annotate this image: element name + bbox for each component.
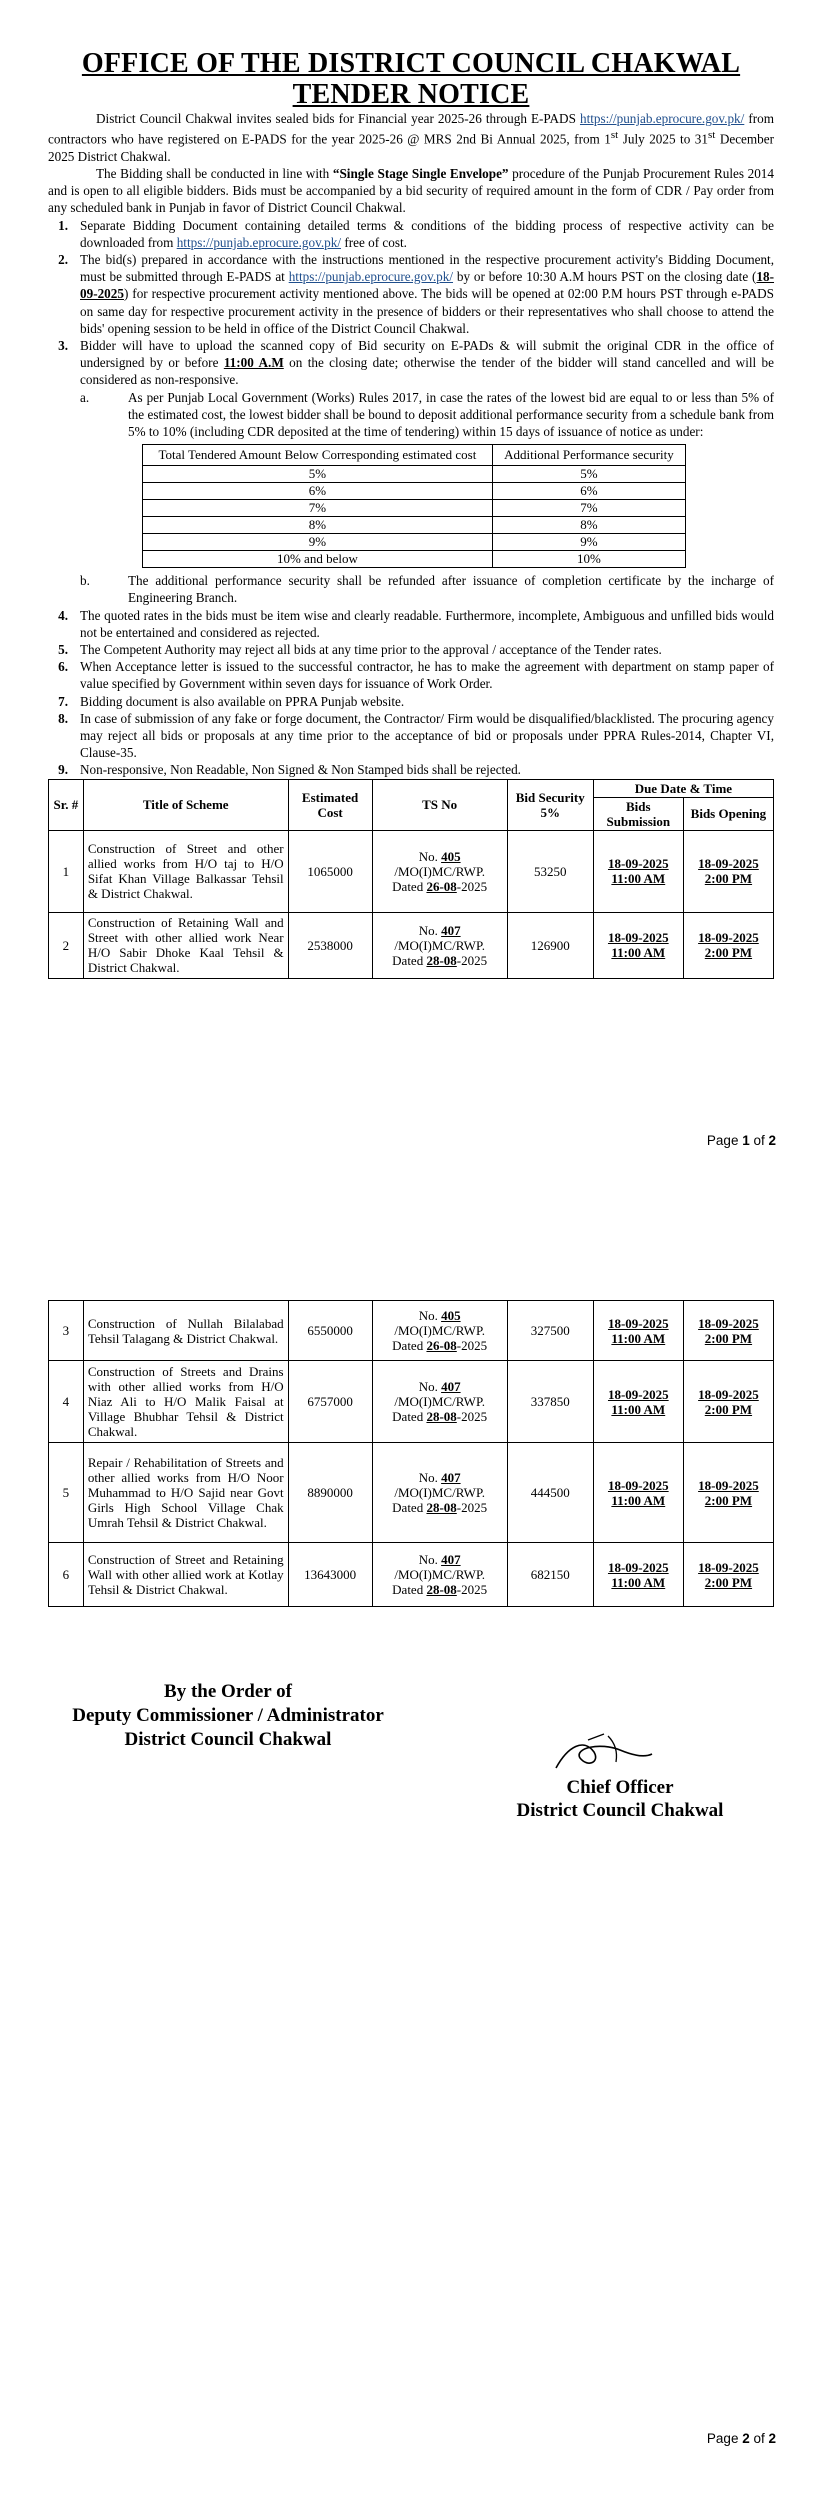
opening-date: 18-09-2025 <box>698 1477 759 1493</box>
cell-opening <box>683 1361 773 1443</box>
item-text-part: Separate Bidding Document containing detailed terms & conditions of the bidding process of respective activity can be downloaded from <box>80 217 774 250</box>
table-cell: 10% and below <box>143 551 493 568</box>
table-cell: 5% <box>492 466 685 483</box>
cdr-deadline-time: 11:00 A.M <box>223 355 284 371</box>
col-header-cost: Estimated Cost <box>288 779 372 830</box>
table-cell: 5% <box>143 466 493 483</box>
cell-cost: 13643000 <box>288 1543 372 1607</box>
ts-year: -2025 <box>456 1582 488 1597</box>
item-text-part: on the closing date; otherwise the tender of the bidder will stand cancelled and will be considered as non-responsive. <box>80 355 775 388</box>
ts-date: 28-08 <box>426 1409 457 1424</box>
cell-title: Construction of Retaining Wall and Street with other allied work Near H/O Sabir Dhoke Kaal Tehsil & District Chakwal. <box>83 912 288 978</box>
ts-office: /MO(I)MC/RWP. <box>394 1485 485 1500</box>
ts-year: -2025 <box>456 1409 488 1424</box>
item-number: 7. <box>58 693 68 709</box>
cell-cost: 6550000 <box>288 1301 372 1361</box>
opening-time: 2:00 PM <box>704 1492 753 1508</box>
table-row <box>143 517 686 534</box>
ordinal-suffix: st <box>610 129 619 142</box>
cell-cost: 6757000 <box>288 1361 372 1443</box>
ts-dated: Dated <box>392 878 427 894</box>
list-item <box>48 217 774 251</box>
cell-opening <box>683 830 773 912</box>
list-item <box>48 337 774 440</box>
cell-bid-security: 126900 <box>507 912 593 978</box>
opening-date: 18-09-2025 <box>698 1315 759 1331</box>
cell-bid-security: 337850 <box>507 1361 593 1443</box>
signatory-title: Chief Officer <box>566 1777 674 1798</box>
opening-time: 2:00 PM <box>704 1330 753 1346</box>
table-cell: 6% <box>143 483 493 500</box>
order-office: District Council Chakwal <box>124 1729 332 1750</box>
item-text: Non-responsive, Non Readable, Non Signed & Non Stamped bids shall be rejected. <box>80 762 521 778</box>
ts-prefix: No. <box>418 1470 442 1485</box>
col-header-ts: TS No <box>372 779 507 830</box>
signatory-office: District Council Chakwal <box>516 1800 724 1821</box>
cell-opening <box>683 1443 773 1543</box>
cell-cost: 8890000 <box>288 1443 372 1543</box>
ts-dated: Dated <box>392 1582 427 1597</box>
item-number-spacer <box>48 572 80 606</box>
eprocure-link[interactable]: https://punjab.eprocure.gov.pk/ <box>176 234 342 250</box>
ts-prefix: No. <box>418 1552 442 1567</box>
submission-date: 18-09-2025 <box>607 1559 669 1575</box>
submission-time: 11:00 AM <box>611 945 666 961</box>
item-text: Bidding document is also available on PPRA Punjab website. <box>80 693 405 709</box>
col-header-bid-security: Bid Security 5% <box>507 779 593 830</box>
page-label: of <box>749 1133 769 1148</box>
item-text: The Competent Authority may reject all bids at any time prior to the approval / acceptance of the Tender rates. <box>80 642 662 658</box>
current-page: 2 <box>742 2431 750 2446</box>
intro-text: from contractors who have registered on E-PADS for the year 2025-26 @ MRS 2nd Bi Annual 2025, from 1 <box>48 111 774 147</box>
cell-title: Construction of Street and Retaining Wall with other allied work at Kotlay Tehsil & District Chakwal. <box>83 1543 288 1607</box>
perf-col-header: Total Tendered Amount Below Corresponding estimated cost <box>143 445 493 466</box>
page-2-content <box>48 1300 774 1607</box>
ts-date: 28-08 <box>426 1500 457 1515</box>
opening-time: 2:00 PM <box>704 1574 753 1590</box>
ts-number: 407 <box>441 1552 461 1567</box>
cell-title: Construction of Nullah Bilalabad Tehsil Talagang & District Chakwal. <box>83 1301 288 1361</box>
table-row <box>143 534 686 551</box>
ts-number: 407 <box>441 1379 461 1394</box>
ts-prefix: No. <box>418 922 442 938</box>
conditions-list <box>48 217 774 441</box>
item-text-part: The bid(s) prepared in accordance with the instructions mentioned in the respective procurement activity's Bidding Document, must be submitted through E-PADS at <box>80 252 774 285</box>
cell-cost: 1065000 <box>288 830 372 912</box>
item-text <box>80 572 774 606</box>
table-row <box>143 483 686 500</box>
cell-submission <box>593 830 683 912</box>
intro-text: The Bidding shall be conducted in line with <box>96 166 333 181</box>
total-pages: 2 <box>768 2431 776 2446</box>
works-table-page-2 <box>48 1300 774 1607</box>
ts-prefix: No. <box>418 1379 442 1394</box>
table-row <box>49 1443 774 1543</box>
table-cell: 7% <box>143 500 493 517</box>
opening-date: 18-09-2025 <box>698 1559 759 1575</box>
submission-date: 18-09-2025 <box>607 930 669 946</box>
submission-date: 18-09-2025 <box>607 1315 669 1331</box>
eprocure-link[interactable]: https://punjab.eprocure.gov.pk/ <box>579 111 745 126</box>
cell-title: Repair / Rehabilitation of Streets and other allied works from H/O Noor Muhammad to H/O Sajid near Govt Girls High School Village Chak Umrah Tehsil & District Chakwal. <box>83 1443 288 1543</box>
page-label: Page <box>706 2431 743 2446</box>
ts-prefix: No. <box>418 1308 442 1323</box>
item-number: 5. <box>58 642 68 658</box>
ts-office: /MO(I)MC/RWP. <box>394 1323 485 1338</box>
item-text-part: free of cost. <box>341 234 407 250</box>
table-row <box>49 1543 774 1607</box>
cell-bid-security: 53250 <box>507 830 593 912</box>
cell-submission <box>593 1361 683 1443</box>
ts-dated: Dated <box>392 1500 427 1515</box>
cell-sr: 5 <box>49 1443 84 1543</box>
table-cell: 7% <box>492 500 685 517</box>
ts-number: 405 <box>441 1308 461 1323</box>
ts-number: 407 <box>441 1470 461 1485</box>
cell-opening <box>683 1543 773 1607</box>
ts-date: 28-08 <box>426 952 457 968</box>
cell-sr: 3 <box>49 1301 84 1361</box>
cell-submission <box>593 1543 683 1607</box>
order-block <box>48 1680 408 1752</box>
intro-text: District Council Chakwal invites sealed bids for Financial year 2025-26 through E-PADS <box>96 111 580 126</box>
col-header-due: Due Date & Time <box>593 779 773 797</box>
item-text-part: ) for respective procurement activity mentioned above. The bids will be opened at 02:00 P.M hours PST through e-PADS on same day for respective procurement activity in the presence of bidders or their representatives who shall choose to attend the bids' opening session to be held in office of the District Council Chakwal. <box>80 286 774 336</box>
list-item <box>48 658 774 692</box>
list-item <box>48 607 774 641</box>
cell-cost: 2538000 <box>288 912 372 978</box>
ts-date: 28-08 <box>426 1582 457 1597</box>
signatory-block <box>470 1776 770 1822</box>
ts-year: -2025 <box>456 1500 488 1515</box>
opening-time: 2:00 PM <box>704 1401 753 1417</box>
intro-paragraph-1 <box>48 110 774 165</box>
submission-date: 18-09-2025 <box>607 1386 669 1402</box>
item-text: The quoted rates in the bids must be item wise and clearly readable. Furthermore, incomplete, Ambiguous and unfilled bids would not be entertained and considered as rejected. <box>80 607 774 640</box>
submission-time: 11:00 AM <box>611 871 666 887</box>
ts-dated: Dated <box>392 1338 427 1353</box>
table-row <box>49 912 774 978</box>
submission-time: 11:00 AM <box>611 1401 666 1417</box>
perf-col-header: Additional Performance security <box>492 445 685 466</box>
ts-dated: Dated <box>392 1409 427 1424</box>
ts-office: /MO(I)MC/RWP. <box>394 863 485 879</box>
performance-security-table <box>142 444 686 568</box>
conditions-list-continued <box>48 572 774 778</box>
item-number: 6. <box>58 659 68 675</box>
table-row <box>143 466 686 483</box>
item-number: 3. <box>58 338 68 354</box>
opening-time: 2:00 PM <box>704 945 753 961</box>
order-authority: Deputy Commissioner / Administrator <box>72 1705 384 1726</box>
cell-ts <box>372 1443 507 1543</box>
submission-time: 11:00 AM <box>611 1574 666 1590</box>
closing-date: 18-09-2025 <box>80 269 775 302</box>
sub-item-label: b. <box>80 573 90 589</box>
sub-item-b <box>80 572 774 606</box>
table-cell: 8% <box>143 517 493 534</box>
table-cell: 9% <box>492 534 685 551</box>
cell-opening <box>683 1301 773 1361</box>
table-cell: 9% <box>143 534 493 551</box>
item-text-part: Bidder will have to upload the scanned copy of Bid security on E-PADs & will submit the original CDR in the office of undersigned by or before <box>80 338 774 371</box>
procedure-name: “Single Stage Single Envelope” <box>332 166 509 181</box>
item-text: When Acceptance letter is issued to the successful contractor, he has to make the agreement with department on stamp paper of value specified by Government within seven days for issuance of Work Order. <box>80 659 774 692</box>
list-item <box>48 572 774 606</box>
cell-title: Construction of Street and other allied works from H/O taj to H/O Sifat Khan Village Balkassar Tehsil & District Chakwal. <box>83 830 288 912</box>
cell-bid-security: 444500 <box>507 1443 593 1543</box>
cell-sr: 6 <box>49 1543 84 1607</box>
list-item <box>48 710 774 762</box>
cell-ts <box>372 830 507 912</box>
list-item <box>48 693 774 710</box>
item-text: In case of submission of any fake or forge document, the Contractor/ Firm would be disqualified/blacklisted. The procuring agency may reject all bids or proposals at any time prior to the acceptance of bid or proposals under PPRA Rules-2014, Chapter VI, Clause-35. <box>80 710 774 761</box>
table-cell: 6% <box>492 483 685 500</box>
ts-office: /MO(I)MC/RWP. <box>394 937 485 953</box>
page-label: Page <box>706 1133 743 1148</box>
item-text <box>80 217 774 251</box>
ts-number: 405 <box>441 848 461 864</box>
submission-date: 18-09-2025 <box>607 856 669 872</box>
opening-date: 18-09-2025 <box>698 856 759 872</box>
item-number: 1. <box>58 217 68 233</box>
ts-office: /MO(I)MC/RWP. <box>394 1394 485 1409</box>
cell-ts <box>372 1301 507 1361</box>
ts-number: 407 <box>441 922 461 938</box>
cell-submission <box>593 912 683 978</box>
col-header-sr: Sr. # <box>49 779 84 830</box>
cell-opening <box>683 912 773 978</box>
tender-notice-title: TENDER NOTICE <box>292 79 530 110</box>
order-line: By the Order of <box>164 1681 292 1702</box>
ts-date: 26-08 <box>426 878 457 894</box>
intro-text: December 2025 District Chakwal. <box>48 131 775 164</box>
table-row <box>49 1361 774 1443</box>
cell-ts <box>372 912 507 978</box>
item-number: 4. <box>58 607 68 623</box>
ordinal-suffix: st <box>708 129 716 142</box>
list-item <box>48 761 774 778</box>
ts-year: -2025 <box>456 1338 488 1353</box>
sub-item-text: As per Punjab Local Government (Works) Rules 2017, in case the rates of the lowest bid are equal to or less than 5% of the estimated cost, the lowest bidder shall be bound to deposit additional performance security from a schedule bank from 5% to 10% (including CDR deposited at the time of tendering) within 15 days of issuance of notice as under: <box>128 389 774 440</box>
cell-sr: 1 <box>49 830 84 912</box>
cell-sr: 2 <box>49 912 84 978</box>
ts-dated: Dated <box>392 952 427 968</box>
submission-time: 11:00 AM <box>611 1492 666 1508</box>
page-number <box>707 1133 776 1148</box>
col-header-opening: Bids Opening <box>683 797 773 830</box>
page-label: of <box>749 2431 769 2446</box>
col-header-title: Title of Scheme <box>83 779 288 830</box>
item-number: 8. <box>58 710 68 726</box>
submission-date: 18-09-2025 <box>607 1477 669 1493</box>
table-cell: 10% <box>492 551 685 568</box>
ts-year: -2025 <box>456 952 488 968</box>
cell-ts <box>372 1543 507 1607</box>
table-row <box>49 830 774 912</box>
intro-text: July 2025 to 31 <box>618 131 708 147</box>
col-header-submission: Bids Submission <box>593 797 683 830</box>
ts-prefix: No. <box>418 848 442 864</box>
table-row <box>143 500 686 517</box>
cell-bid-security: 327500 <box>507 1301 593 1361</box>
list-item <box>48 641 774 658</box>
ts-date: 26-08 <box>426 1338 457 1353</box>
page-number <box>707 2431 776 2446</box>
total-pages: 2 <box>768 1133 776 1148</box>
opening-date: 18-09-2025 <box>698 930 759 946</box>
item-number: 9. <box>58 762 68 778</box>
office-title: OFFICE OF THE DISTRICT COUNCIL CHAKWAL <box>81 48 741 79</box>
eprocure-link[interactable]: https://punjab.eprocure.gov.pk/ <box>288 269 454 285</box>
cell-sr: 4 <box>49 1361 84 1443</box>
item-text-part: by or before 10:30 A.M hours PST on the closing date ( <box>453 269 757 285</box>
signature-scribble <box>548 1728 658 1778</box>
opening-date: 18-09-2025 <box>698 1386 759 1402</box>
submission-time: 11:00 AM <box>611 1330 666 1346</box>
intro-text: procedure of the Punjab Procurement Rules 2014 and is open to all eligible bidders. Bids must be accompanied by a bid security of required amount in the form of CDR / Pay order from any scheduled bank in Punjab in favor of District Council Chakwal. <box>48 166 774 216</box>
sub-item-text: The additional performance security shall be refunded after issuance of completion certificate by the incharge of Engineering Branch. <box>128 573 774 606</box>
cell-submission <box>593 1301 683 1361</box>
opening-time: 2:00 PM <box>704 871 753 887</box>
item-text <box>80 251 774 337</box>
cell-bid-security: 682150 <box>507 1543 593 1607</box>
item-number: 2. <box>58 252 68 268</box>
table-cell: 8% <box>492 517 685 534</box>
table-row <box>49 1301 774 1361</box>
current-page: 1 <box>742 1133 750 1148</box>
cell-ts <box>372 1361 507 1443</box>
cell-title: Construction of Streets and Drains with other allied works from H/O Niaz Ali to H/O Malik Faisal at Village Bhubhar Tehsil & District Chakwal. <box>83 1361 288 1443</box>
sub-item-a <box>80 389 774 441</box>
page-1-content <box>48 48 774 979</box>
cell-submission <box>593 1443 683 1543</box>
intro-paragraph-2 <box>48 165 774 217</box>
table-row <box>143 551 686 568</box>
ts-year: -2025 <box>456 878 488 894</box>
page-2 <box>0 1248 816 2496</box>
item-text <box>80 337 774 440</box>
list-item <box>48 251 774 337</box>
ts-office: /MO(I)MC/RWP. <box>394 1567 485 1582</box>
works-table-page-1 <box>48 779 774 979</box>
sub-item-label: a. <box>80 389 90 405</box>
